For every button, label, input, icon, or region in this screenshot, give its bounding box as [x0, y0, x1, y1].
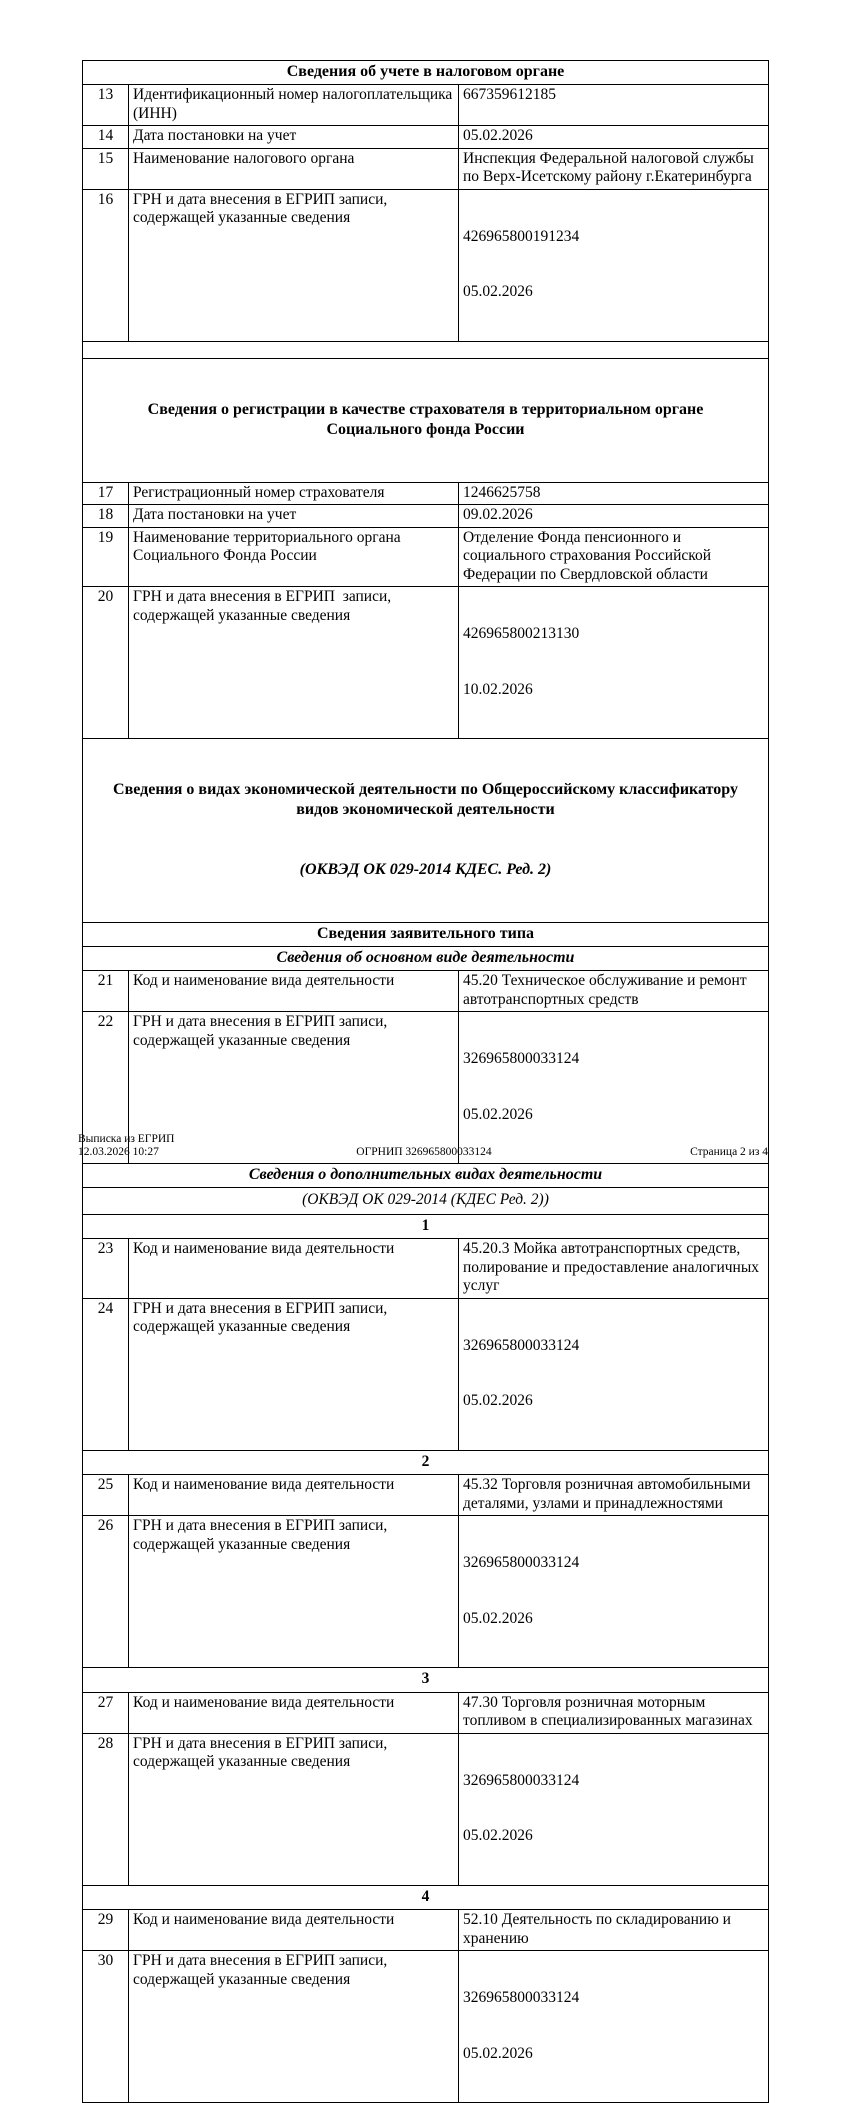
section-subtitle-text: (ОКВЭД ОК 029-2014 КДЕС. Ред. 2): [299, 861, 552, 878]
table-row: [83, 587, 769, 739]
row-label: ГРН и дата внесения в ЕГРИП записи, содержащей указанные сведения: [129, 189, 459, 341]
value-line: Инспекция Федеральной налоговой службы по Верх-Исетскому району г.Екатеринбурга: [463, 149, 758, 185]
row-number: 16: [83, 189, 129, 341]
section-title-sfr: [83, 358, 769, 482]
row-number: 18: [83, 505, 129, 528]
row-label: Дата постановки на учет: [129, 505, 459, 528]
table-row: [83, 482, 769, 505]
row-label: Наименование территориального органа Социального Фонда России: [129, 527, 459, 587]
row-label: Код и наименование вида деятельности: [129, 1692, 459, 1733]
value-line: 326965800033124: [463, 1989, 580, 2006]
section-gap-cell: [83, 341, 769, 358]
section-header-row: [83, 1164, 769, 1188]
value-line: 45.32 Торговля розничная автомобильными деталями, узлами и принадлежностями: [463, 1476, 755, 1512]
value-line: 45.20 Техническое обслуживание и ремонт автотранспортных средств: [463, 972, 751, 1008]
group-number-row: [83, 1450, 769, 1475]
value-line: 05.02.2026: [463, 1827, 533, 1844]
table-row: [83, 1239, 769, 1299]
row-number: 25: [83, 1475, 129, 1516]
row-number: 24: [83, 1298, 129, 1450]
value-line: 326965800033124: [463, 1050, 580, 1067]
row-value: [459, 587, 769, 739]
section-header-row: [83, 947, 769, 971]
row-value: [459, 1012, 769, 1164]
row-value: [459, 527, 769, 587]
value-line: 09.02.2026: [463, 506, 533, 523]
row-value: [459, 505, 769, 528]
group-number-row: [83, 1214, 769, 1239]
row-label: ГРН и дата внесения в ЕГРИП записи, содержащей указанные сведения: [129, 1298, 459, 1450]
row-label: ГРН и дата внесения в ЕГРИП записи, содержащей указанные сведения: [129, 587, 459, 739]
row-number: 20: [83, 587, 129, 739]
section-header-row: [83, 923, 769, 947]
footer-doc-type: Выписка из ЕГРИП: [78, 1133, 175, 1145]
row-label: Дата постановки на учет: [129, 126, 459, 149]
section-header-row: [83, 358, 769, 482]
row-label: ГРН и дата внесения в ЕГРИП записи, содержащей указанные сведения: [129, 1012, 459, 1164]
row-label: Код и наименование вида деятельности: [129, 1910, 459, 1951]
footer-datetime: 12.03.2026 10:27: [78, 1145, 159, 1158]
value-line: 52.10 Деятельность по складированию и хранению: [463, 1911, 735, 1947]
section-gap: [83, 341, 769, 358]
table-row: [83, 1012, 769, 1164]
value-line: 426965800191234: [463, 227, 580, 245]
table-row: [83, 148, 769, 189]
group-number-row: [83, 1885, 769, 1910]
row-value: [459, 1298, 769, 1450]
value-line: 45.20.3 Мойка автотранспортных средств, полирование и предоставление аналогичных услуг: [463, 1240, 763, 1294]
section-title-tax: Сведения об учете в налоговом органе: [83, 61, 769, 85]
section-subtitle-additional: (ОКВЭД ОК 029-2014 (КДЕС Ред. 2)): [83, 1188, 769, 1215]
row-label: ГРН и дата внесения в ЕГРИП записи, содержащей указанные сведения: [129, 1516, 459, 1668]
row-value: [459, 1910, 769, 1951]
value-line: 05.02.2026: [463, 2044, 533, 2062]
row-number: 15: [83, 148, 129, 189]
table-row: [83, 1733, 769, 1885]
row-value: [459, 126, 769, 149]
value-line: 05.02.2026: [463, 283, 533, 300]
row-label: Код и наименование вида деятельности: [129, 971, 459, 1012]
value-line: 326965800033124: [463, 1771, 580, 1789]
row-number: 26: [83, 1516, 129, 1668]
row-number: 30: [83, 1951, 129, 2103]
table-row: [83, 971, 769, 1012]
group-number: 2: [83, 1450, 769, 1475]
row-number: 23: [83, 1239, 129, 1299]
group-number: 4: [83, 1885, 769, 1910]
row-value: [459, 482, 769, 505]
table-row: [83, 1516, 769, 1668]
value-line: 326965800033124: [463, 1336, 580, 1354]
row-label: Регистрационный номер страхователя: [129, 482, 459, 505]
value-line: 05.02.2026: [463, 1105, 533, 1123]
row-value: [459, 1239, 769, 1299]
section-title-text: Сведения о регистрации в качестве страхователя в территориальном органе Социального фонда России: [147, 400, 708, 438]
table-row: [83, 1951, 769, 2103]
row-value: [459, 85, 769, 126]
row-number: 13: [83, 85, 129, 126]
section-header-row: [83, 61, 769, 85]
value-line: 05.02.2026: [463, 1609, 533, 1627]
table-row: [83, 126, 769, 149]
section-title-main-activity: Сведения об основном виде деятельности: [83, 947, 769, 971]
section-header-row: [83, 739, 769, 923]
value-line: Отделение Фонда пенсионного и социального страхования Российской Федерации по Свердловской области: [463, 528, 715, 583]
table-row: [83, 189, 769, 341]
section-header-row: [83, 1188, 769, 1215]
value-line: 667359612185: [463, 86, 556, 103]
footer-page-number: Страница 2 из 4: [690, 1145, 768, 1158]
row-number: 28: [83, 1733, 129, 1885]
row-value: [459, 189, 769, 341]
row-value: [459, 1516, 769, 1668]
table-row: [83, 85, 769, 126]
section-title-okved: [83, 739, 769, 923]
row-number: 21: [83, 971, 129, 1012]
table-row: [83, 1692, 769, 1733]
group-number: 3: [83, 1668, 769, 1693]
value-line: 10.02.2026: [463, 680, 533, 698]
row-number: 19: [83, 527, 129, 587]
egrip-table: [82, 60, 769, 2103]
section-title-additional-activity: Сведения о дополнительных видах деятельности: [83, 1164, 769, 1188]
row-label: Идентификационный номер налогоплательщика (ИНН): [129, 85, 459, 126]
row-value: [459, 1475, 769, 1516]
row-value: [459, 1951, 769, 2103]
value-line: 05.02.2026: [463, 127, 533, 144]
row-value: [459, 1692, 769, 1733]
value-line: 47.30 Торговля розничная моторным топливом в специализированных магазинах: [463, 1693, 753, 1729]
row-label: ГРН и дата внесения в ЕГРИП записи, содержащей указанные сведения: [129, 1733, 459, 1885]
value-line: 426965800213130: [463, 625, 580, 642]
value-line: 326965800033124: [463, 1554, 580, 1571]
row-number: 17: [83, 482, 129, 505]
table-row: [83, 505, 769, 528]
footer-ogrnip: ОГРНИП 326965800033124: [356, 1145, 492, 1158]
section-title-text: Сведения о видах экономической деятельности по Общероссийскому классификатору видов экономической деятельности: [113, 781, 742, 818]
group-number-row: [83, 1668, 769, 1693]
row-value: [459, 148, 769, 189]
row-label: Код и наименование вида деятельности: [129, 1239, 459, 1299]
row-value: [459, 971, 769, 1012]
section-title-declarative: Сведения заявительного типа: [83, 923, 769, 947]
value-line: 1246625758: [463, 483, 541, 501]
row-label: ГРН и дата внесения в ЕГРИП записи, содержащей указанные сведения: [129, 1951, 459, 2103]
row-number: 14: [83, 126, 129, 149]
group-number: 1: [83, 1214, 769, 1239]
table-row: [83, 1475, 769, 1516]
row-number: 22: [83, 1012, 129, 1164]
row-number: 27: [83, 1692, 129, 1733]
table-row: [83, 527, 769, 587]
row-label: Наименование налогового органа: [129, 148, 459, 189]
row-label: Код и наименование вида деятельности: [129, 1475, 459, 1516]
table-row: [83, 1910, 769, 1951]
table-row: [83, 1298, 769, 1450]
row-value: [459, 1733, 769, 1885]
row-number: 29: [83, 1910, 129, 1951]
value-line: 05.02.2026: [463, 1392, 533, 1409]
